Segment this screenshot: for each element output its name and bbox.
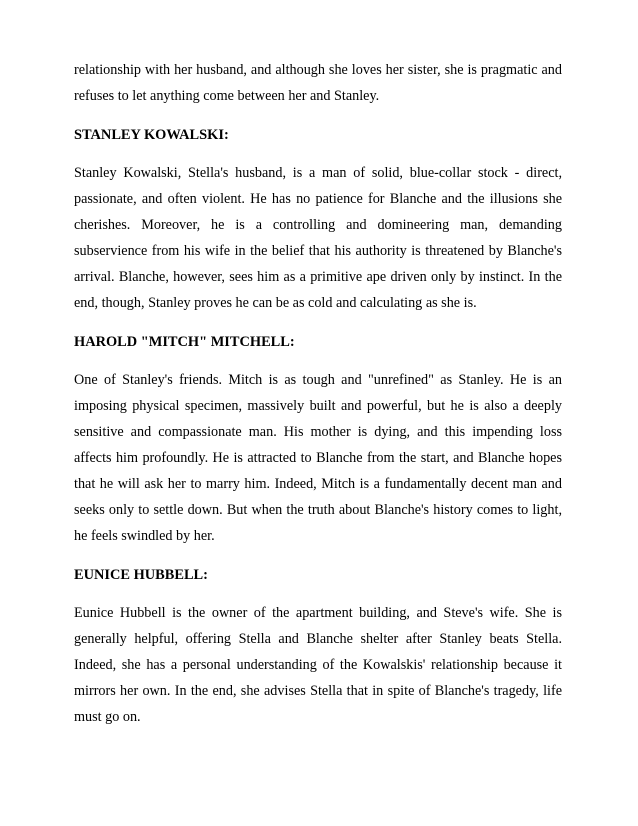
section-heading-mitch: HAROLD "MITCH" MITCHELL: [74, 334, 295, 350]
section-heading-stanley: STANLEY KOWALSKI: [74, 127, 229, 143]
section-body-mitch: One of Stanley's friends. Mitch is as tough and "unrefined" as Stanley. He is an imposing physical specimen, massively built and powerful, but he is also a deeply sensitive and compassionate man. His mother is dying, and this impending loss affects him profoundly. He is attracted to Blanche from the start, and Blanche hopes that he will ask her to marry him. Indeed, Mitch is a fundamentally decent man and seeks only to settle down. But when the truth about Blanche's history comes to light, he feels swindled by her. [74, 372, 562, 544]
intro-paragraph: relationship with her husband, and although she loves her sister, she is pragmatic and refuses to let anything come between her and Stanley. [74, 62, 562, 104]
section-body-stanley: Stanley Kowalski, Stella's husband, is a man of solid, blue-collar stock - direct, passionate, and often violent. He has no patience for Blanche and the illusions she cherishes. Moreover, he is a controlling and domineering man, demanding subservience from his wife in the belief that his authority is threatened by Blanche's arrival. Blanche, however, sees him as a primitive ape driven only by instinct. In the end, though, Stanley proves he can be as cold and calculating as she is. [74, 165, 562, 311]
document-page [74, 57, 562, 730]
section-body-eunice: Eunice Hubbell is the owner of the apartment building, and Steve's wife. She is generally helpful, offering Stella and Blanche shelter after Stanley beats Stella. Indeed, she has a personal understanding of the Kowalskis' relationship because it mirrors her own. In the end, she advises Stella that in spite of Blanche's tragedy, life must go on. [74, 605, 562, 725]
section-heading-eunice: EUNICE HUBBELL: [74, 567, 208, 583]
